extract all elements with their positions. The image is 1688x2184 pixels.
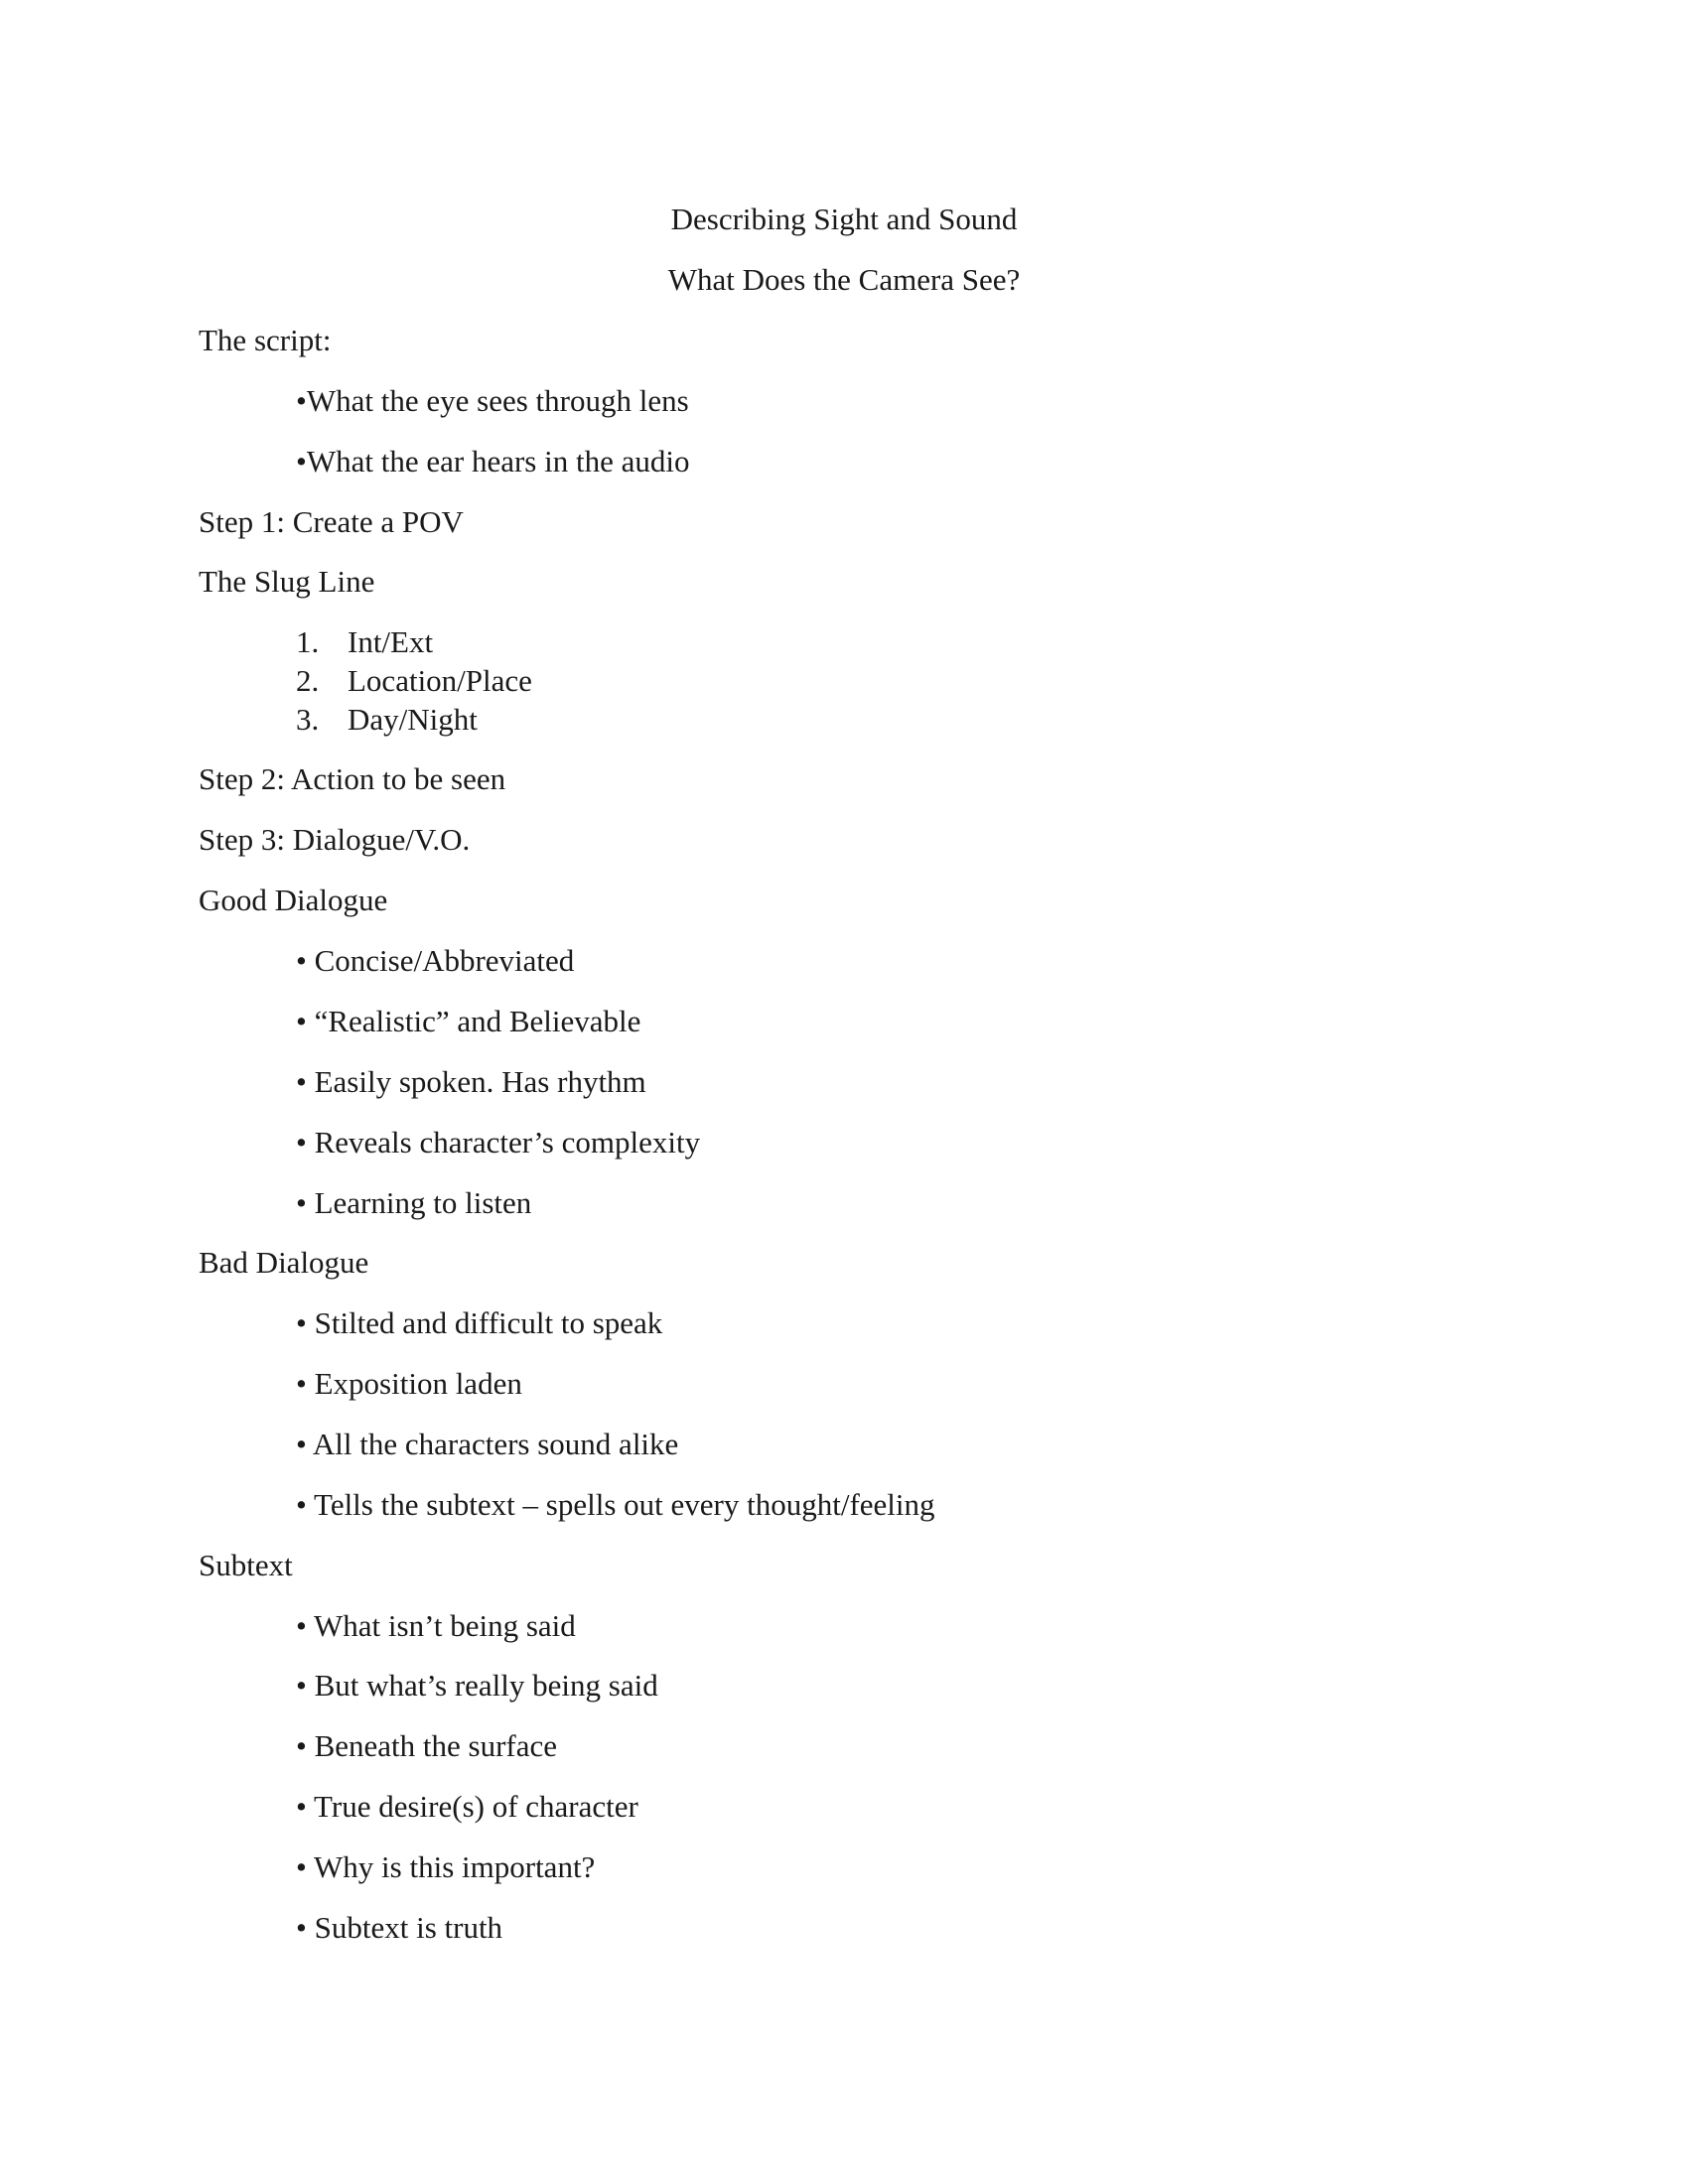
list-number: 2.	[296, 663, 320, 698]
list-text: Day/Night	[348, 702, 478, 737]
good-dialogue-item: • Reveals character’s complexity	[296, 1125, 701, 1160]
slug-line-heading: The Slug Line	[199, 564, 375, 599]
good-dialogue-item: • “Realistic” and Believable	[296, 1004, 641, 1038]
subtext-item: • What isn’t being said	[296, 1608, 576, 1643]
list-number: 3.	[296, 702, 320, 737]
script-item: •What the ear hears in the audio	[296, 444, 690, 478]
subtext-item: • But what’s really being said	[296, 1668, 658, 1703]
subtext-item: • Why is this important?	[296, 1849, 596, 1884]
bad-dialogue-item: • Stilted and difficult to speak	[296, 1305, 663, 1340]
bad-dialogue-item: • All the characters sound alike	[296, 1427, 679, 1461]
bad-dialogue-item: • Tells the subtext – spells out every thought/feeling	[296, 1487, 935, 1522]
step2-heading: Step 2: Action to be seen	[199, 761, 506, 796]
subtext-item: • Beneath the surface	[296, 1728, 558, 1763]
good-dialogue-item: • Easily spoken. Has rhythm	[296, 1064, 646, 1099]
good-dialogue-item: • Concise/Abbreviated	[296, 943, 575, 978]
good-dialogue-item: • Learning to listen	[296, 1185, 532, 1220]
script-heading: The script:	[199, 323, 332, 357]
list-text: Location/Place	[348, 663, 532, 698]
step1-heading: Step 1: Create a POV	[199, 504, 464, 539]
list-text: Int/Ext	[348, 624, 434, 659]
slug-list-item	[296, 626, 433, 657]
slug-list-item	[296, 704, 478, 735]
step3-heading: Step 3: Dialogue/V.O.	[199, 822, 471, 857]
subtext-heading: Subtext	[199, 1548, 293, 1582]
slug-list-item	[296, 665, 532, 696]
page-subtitle: What Does the Camera See?	[667, 262, 1021, 297]
bad-dialogue-heading: Bad Dialogue	[199, 1245, 369, 1280]
script-item: •What the eye sees through lens	[296, 383, 689, 418]
good-dialogue-heading: Good Dialogue	[199, 883, 388, 917]
bad-dialogue-item: • Exposition laden	[296, 1366, 522, 1401]
subtext-item: • True desire(s) of character	[296, 1789, 638, 1824]
subtext-item: • Subtext is truth	[296, 1910, 503, 1945]
list-number: 1.	[296, 624, 320, 659]
page-title: Describing Sight and Sound	[670, 202, 1018, 236]
